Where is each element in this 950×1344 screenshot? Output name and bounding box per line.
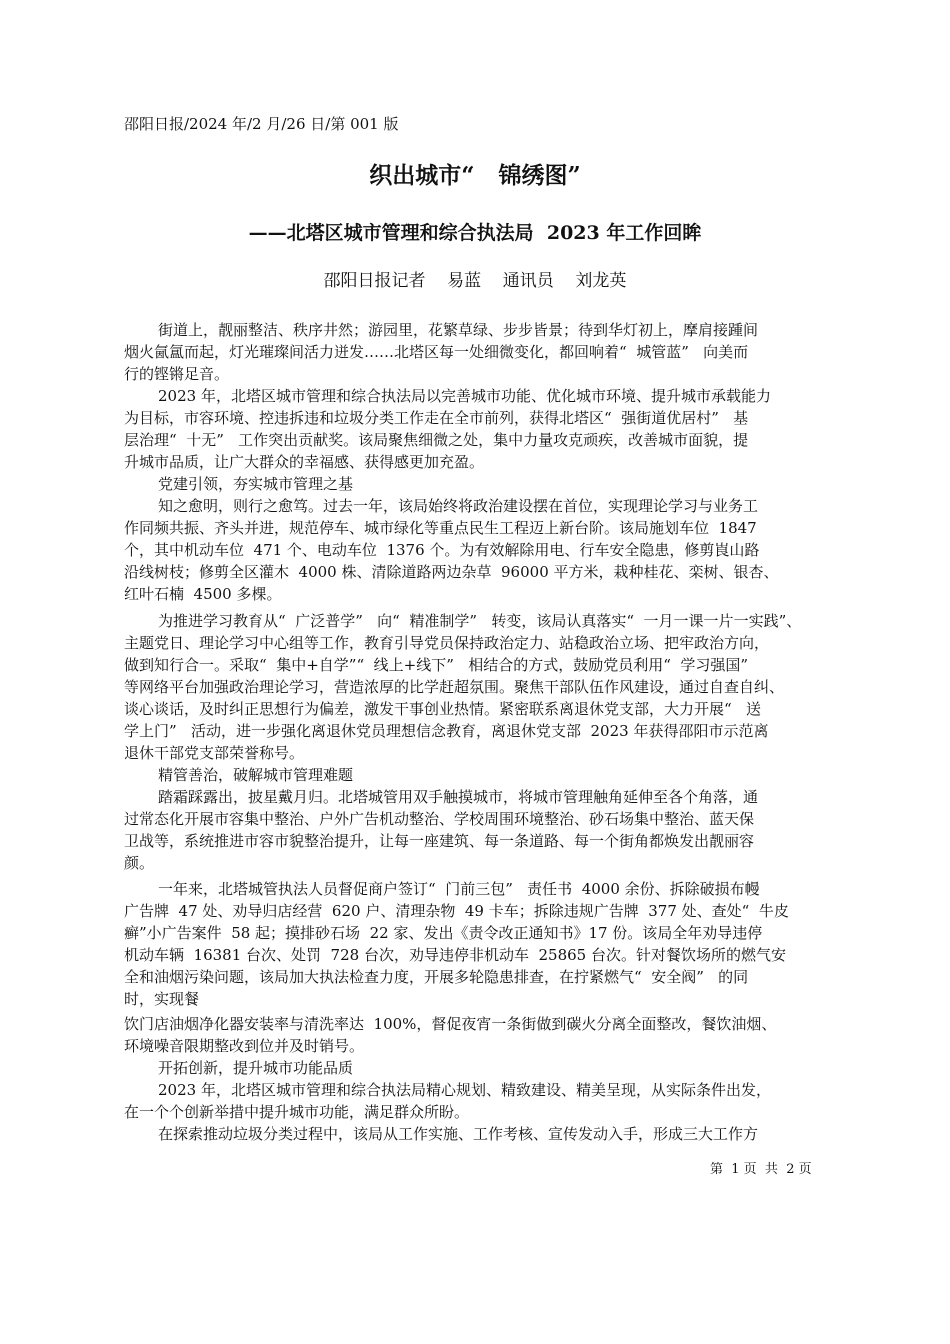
- body-line: 环境噪音限期整改到位并及时销号。: [124, 1037, 365, 1055]
- body-line: 卫战等，系统推进市容市貌整治提升，让每一座建筑、每一条道路、每一个街角都焕发出靓丽容: [124, 832, 755, 850]
- body-line: 作同频共振、齐头并进，规范停车、城市绿化等重点民生工程迈上新台阶。该局施划车位 1847: [124, 519, 757, 537]
- section-heading: 开拓创新，提升城市功能品质: [158, 1059, 354, 1077]
- body-line: 升城市品质，让广大群众的幸福感、获得感更加充盈。: [124, 453, 485, 471]
- body-line: 层治理“ 十无” 工作突出贡献奖。该局聚焦细微之处，集中力量攻克顽疾，改善城市面貌，提: [124, 431, 749, 449]
- byline: 邵阳日报记者 易蓝 通讯员 刘龙英: [323, 271, 627, 291]
- body-line: 癣”小广告案件 58 起；摸排砂石场 22 家、发出《责令改正通知书》17 份。该局全年劝导违停: [124, 924, 763, 942]
- body-line: 学上门” 活动，进一步强化离退休党员理想信念教育，离退休党支部 2023 年获得邵阳市示范离: [124, 722, 769, 740]
- body-line: 为推进学习教育从“ 广泛普学” 向“ 精准制学” 转变，该局认真落实“ 一月一课一片一实践”、: [158, 612, 802, 630]
- body-line: 2023 年，北塔区城市管理和综合执法局精心规划、精致建设、精美呈现，从实际条件出发，: [158, 1081, 771, 1099]
- body-line: 谈心谈话，及时纠正思想行为偏差，激发干事创业热情。紧密联系离退休党支部，大力开展“ 送: [124, 700, 761, 718]
- body-line: 知之愈明，则行之愈笃。过去一年，该局始终将政治建设摆在首位，实现理论学习与业务工: [158, 497, 759, 515]
- body-line: 一年来，北塔城管执法人员督促商户签订“ 门前三包” 责任书 4000 余份、拆除破损布幔: [158, 880, 760, 898]
- body-line: 做到知行合一。采取“ 集中+自学”“ 线上+线下” 相结合的方式，鼓励党员利用“ 学习强国”: [124, 656, 749, 674]
- page-number: 第 1 页 共 2 页: [710, 1162, 812, 1177]
- body-line: 时，实现餐: [124, 990, 200, 1008]
- body-line: 沿线树枝；修剪全区灌木 4000 株、清除道路两边杂草 96000 平方米，栽种桂花、栾树、银杏、: [124, 563, 779, 581]
- body-line: 机动车辆 16381 台次、处罚 728 台次，劝导违停非机动车 25865 台次。针对餐饮场所的燃气安: [124, 946, 786, 964]
- section-heading: 精管善治，破解城市管理难题: [158, 766, 354, 784]
- article-title: 织出城市“ 锦绣图”: [369, 162, 581, 189]
- body-line: 烟火氤氲而起，灯光璀璨间活力迸发……北塔区每一处细微变化，都回响着“ 城管蓝” 向美而: [124, 343, 749, 361]
- body-line: 踏霜踩露出，披星戴月归。北塔城管用双手触摸城市，将城市管理触角延伸至各个角落，通: [158, 788, 759, 806]
- article-subtitle: ——北塔区城市管理和综合执法局 2023 年工作回眸: [248, 222, 702, 244]
- body-line: 颜。: [124, 854, 155, 872]
- body-line: 退休干部党支部荣誉称号。: [124, 744, 305, 762]
- body-line: 2023 年，北塔区城市管理和综合执法局以完善城市功能、优化城市环境、提升城市承载能力: [158, 387, 771, 405]
- body-line: 街道上，靓丽整洁、秩序井然；游园里，花繁草绿、步步皆景；待到华灯初上，摩肩接踵间: [158, 321, 759, 339]
- body-line: 主题党日、理论学习中心组等工作，教育引导党员保持政治定力、站稳政治立场、把牢政治方向，: [124, 634, 770, 652]
- body-line: 在探索推动垃圾分类过程中，该局从工作实施、工作考核、宣传发动入手，形成三大工作方: [158, 1125, 759, 1143]
- section-heading: 党建引领，夯实城市管理之基: [158, 475, 354, 493]
- body-line: 等网络平台加强政治理论学习，营造浓厚的比学赶超氛围。聚焦干部队伍作风建设，通过自查自纠、: [124, 678, 785, 696]
- body-line: 广告牌 47 处、劝导归店经营 620 户、清理杂物 49 卡车；拆除违规广告牌 377 处、查处“ 牛皮: [124, 902, 789, 920]
- body-line: 行的铿锵足音。: [124, 365, 230, 383]
- body-line: 为目标，市容环境、控违拆违和垃圾分类工作走在全市前列，获得北塔区“ 强街道优居村” 基: [124, 409, 749, 427]
- body-line: 在一个个创新举措中提升城市功能，满足群众所盼。: [124, 1103, 470, 1121]
- body-line: 饮门店油烟净化器安装率与清洗率达 100%，督促夜宵一条街做到碳火分离全面整改，餐饮油烟、: [124, 1015, 777, 1033]
- body-line: 个，其中机动车位 471 个、电动车位 1376 个。为有效解除用电、行车安全隐患，修剪崀山路: [124, 541, 760, 559]
- body-line: 全和油烟污染问题，该局加大执法检查力度，开展多轮隐患排查，在拧紧燃气“ 安全阀” 的同: [124, 968, 749, 986]
- source-line: 邵阳日报/2024 年/2 月/26 日/第 001 版: [124, 115, 399, 133]
- body-line: 过常态化开展市容集中整治、户外广告机动整治、学校周围环境整治、砂石场集中整治、蓝天保: [124, 810, 755, 828]
- body-line: 红叶石楠 4500 多棵。: [124, 585, 282, 603]
